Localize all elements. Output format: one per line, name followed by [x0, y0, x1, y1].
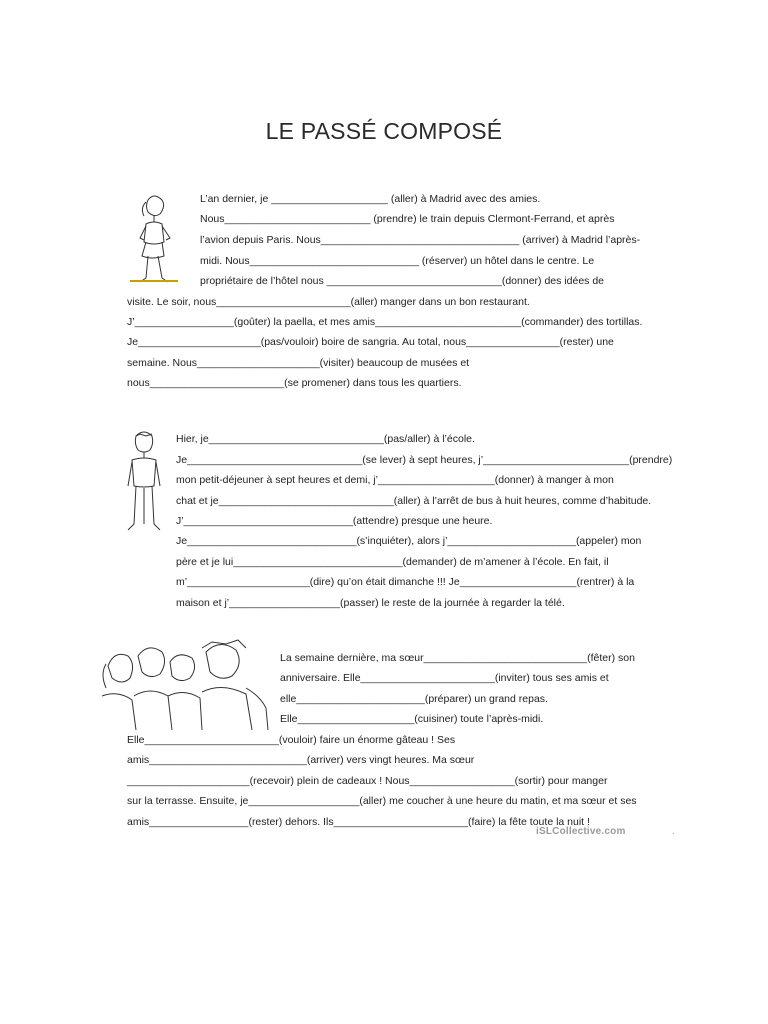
watermark-dot: . [672, 826, 675, 837]
exercise-line: semaine. Nous_____________________(visiter) beaucoup de musées et [127, 357, 470, 369]
exercise-line: sur la terrasse. Ensuite, je___________________(aller) me coucher à une heure du matin, et ma sœur et ses [127, 795, 637, 807]
exercise-line: père et je lui_____________________________(demander) de m’amener à l’école. En fait, il [176, 556, 609, 568]
exercise-line: chat et je______________________________(aller) à l’arrêt de bus à huit heures, comme d’habitude. [176, 495, 652, 507]
exercise-line: Hier, je______________________________(pas/aller) à l’école. [176, 433, 475, 445]
watermark: iSLCollective.com [536, 826, 626, 837]
exercise-line: propriétaire de l’hôtel nous ______________________________(donner) des idées de [200, 275, 604, 287]
exercise-line: _____________________(recevoir) plein de cadeaux ! Nous__________________(sortir) pour manger [127, 775, 608, 787]
exercise-line: m’_____________________(dire) qu’on était dimanche !!! Je____________________(rentrer) à la [176, 576, 635, 588]
friends-group-illustration [98, 636, 274, 732]
boy-illustration [124, 428, 164, 536]
exercise-line: Elle____________________(cuisiner) toute l’après-midi. [280, 713, 544, 725]
exercise-line: midi. Nous_____________________________ (réserver) un hôtel dans le centre. Le [200, 255, 595, 267]
exercise-line: mon petit-déjeuner à sept heures et demi, j’____________________(donner) à manger à mon [176, 474, 614, 486]
exercise-line: Je_____________________________(s’inquiéter), alors j’______________________(appeler) mon [176, 535, 642, 547]
exercise-line: L’an dernier, je ____________________ (aller) à Madrid avec des amies. [200, 193, 541, 205]
exercise-line: elle______________________(préparer) un grand repas. [280, 693, 548, 705]
exercise-line: amis_________________(rester) dehors. Ils_______________________(faire) la fête toute la nuit ! [127, 816, 590, 828]
exercise-line: anniversaire. Elle_______________________(inviter) tous ses amis et [280, 672, 609, 684]
girl-illustration [128, 190, 180, 286]
exercise-line: visite. Le soir, nous_______________________(aller) manger dans un bon restaurant. [127, 296, 530, 308]
exercise-line: nous_______________________(se promener) dans tous les quartiers. [127, 377, 462, 389]
exercise-line: Nous_________________________ (prendre) le train depuis Clermont-Ferrand, et après [200, 213, 615, 225]
exercise-line: Je_____________________(pas/vouloir) boire de sangria. Au total, nous________________(rester) une [127, 336, 614, 348]
exercise-line: amis___________________________(arriver) vers vingt heures. Ma sœur [127, 754, 475, 766]
exercise-line: maison et j’___________________(passer) le reste de la journée à regarder la télé. [176, 597, 565, 609]
exercise-line: l’avion depuis Paris. Nous__________________________________ (arriver) à Madrid l’après- [200, 234, 641, 246]
exercise-line: Elle_______________________(vouloir) faire un énorme gâteau ! Ses [127, 734, 456, 746]
exercise-line: Je______________________________(se lever) à sept heures, j’_________________________(prendre) [176, 454, 673, 466]
exercise-line: J’_____________________________(attendre) presque une heure. [176, 515, 493, 527]
exercise-line: J’_________________(goûter) la paella, et mes amis_________________________(commander) des tortillas. [127, 316, 643, 328]
exercise-line: La semaine dernière, ma sœur____________________________(fêter) son [280, 652, 635, 664]
page-title: LE PASSÉ COMPOSÉ [265, 118, 503, 144]
